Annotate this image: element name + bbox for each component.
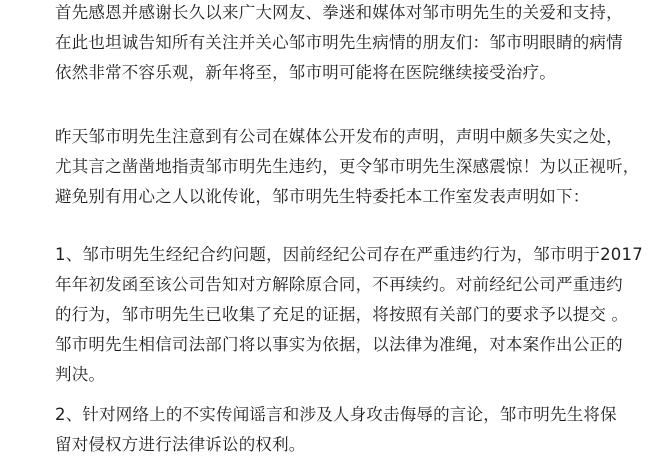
text-line: 1、邹市明先生经纪合约问题，因前经纪公司存在严重违约行为，邹市明于2017 <box>55 245 643 264</box>
text-line: 在此也坦诚告知所有关注并关心邹市明先生病情的朋友们：邹市明眼睛的病情 <box>55 33 623 52</box>
text-line: 的行为，邹市明先生已收集了充足的证据，将按照有关部门的要求予以提交 。 <box>55 305 629 324</box>
text-line: 昨天邹市明先生注意到有公司在媒体公开发布的声明，声明中颇多失实之处， <box>55 127 623 146</box>
text-line: 留对侵权方进行法律诉讼的权利。 <box>55 435 306 454</box>
text-line: 依然非常不容乐观，新年将至，邹市明可能将在医院继续接受治疗。 <box>55 63 556 82</box>
text-line: 邹市明先生相信司法部门将以事实为依据，以法律为准绳，对本案作出公正的 <box>55 335 623 354</box>
text-line: 年年初发函至该公司告知对方解除原合同，不再续约。对前经纪公司严重违约 <box>55 275 623 294</box>
text-line: 判决。 <box>55 365 106 384</box>
text-line: 2、针对网络上的不实传闻谣言和涉及人身攻击侮辱的言论，邹市明先生将保 <box>55 405 617 424</box>
text-line: 首先感恩并感谢长久以来广大网友、拳迷和媒体对邹市明先生的关爱和支持， <box>55 3 623 22</box>
text-line: 避免别有用心之人以讹传讹，邹市明先生特委托本工作室发表声明如下： <box>55 187 590 206</box>
text-line: 尤其言之凿凿地指责邹市明先生违约，更令邹市明先生深感震惊！为以正视听， <box>55 157 640 176</box>
